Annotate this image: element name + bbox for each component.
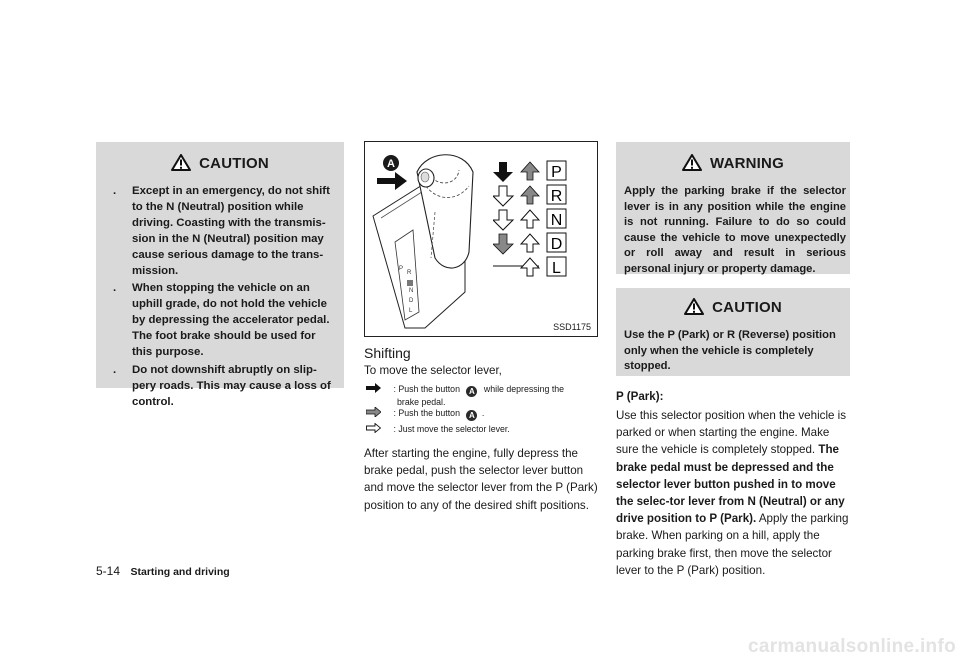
caution-box-right: [616, 288, 850, 376]
callout-a-icon: A: [466, 410, 477, 421]
page-footer: [96, 562, 230, 580]
caution-header: [96, 154, 344, 172]
shift-diagram-figure: [364, 141, 598, 337]
svg-text:A: A: [387, 158, 395, 170]
outline-up-arrow-icon: [521, 258, 539, 276]
park-heading: P (Park):: [616, 390, 664, 403]
solid-down-arrow-icon: [493, 162, 513, 182]
page-number: 5-14: [96, 564, 121, 578]
svg-text:R: R: [550, 188, 563, 205]
hatched-down-arrow-icon: [493, 234, 513, 254]
shifting-intro: To move the selector lever,: [364, 364, 502, 377]
svg-text:N: N: [550, 212, 563, 229]
caution-box-left: [96, 142, 344, 408]
solid-arrow-icon: [366, 383, 381, 393]
warning-text: Apply the parking brake if the selector lever is in any position while the engine is not running. Failure to do so could cause the vehicle to move unexpectedly or roll away and result in serious personal injury or property damage.: [624, 185, 846, 275]
park-paragraph: Use this selector position when the vehicle is parked or when starting the engine. Make sure the vehicle is completely stopped. The brake pedal must be depressed and the selector lever button pushed in to move the selec-tor lever from N (Neutral) or any drive position to P (Park). Apply the parking brake. When parking on a hill, apply the parking brake first, then move the selector lever to the P (Park) position.: [616, 409, 849, 577]
legend-row-outline: : Just move the selector lever.: [366, 423, 510, 435]
shifting-paragraph: After starting the engine, fully depress the brake pedal, push the selector lever button and move the selector lever from the P (Park) position to any of the desired shift positions.: [364, 447, 598, 512]
warning-triangle-icon: [684, 298, 704, 315]
warning-header: [616, 154, 850, 172]
svg-text:D: D: [409, 298, 414, 304]
legend-row-solid: : Push the button A while depressing the brake pedal.: [366, 383, 598, 408]
section-title: Starting and driving: [130, 566, 230, 578]
list-item: . Except in an emergency, do not shift to the N (Neutral) position while driving. Coasting with the transmis-sion in the N (Neutral) position may cause serious damage to the trans-mission.: [113, 185, 330, 277]
callout-a-icon: [383, 155, 399, 171]
hatched-arrow-icon: [366, 407, 381, 417]
outline-up-arrow-icon: [521, 210, 539, 228]
warning-box: [616, 142, 850, 274]
svg-text:L: L: [552, 260, 561, 277]
hatched-up-arrow-icon: [521, 162, 539, 180]
outline-down-arrow-icon: [493, 186, 513, 206]
svg-text:L: L: [409, 308, 413, 314]
svg-text:P: P: [399, 266, 404, 272]
callout-a-icon: A: [466, 386, 477, 397]
figure-code: SSD1175: [553, 322, 591, 332]
outline-up-arrow-icon: [521, 234, 539, 252]
button-pointer-icon: [377, 172, 407, 190]
warning-triangle-icon: [682, 154, 702, 171]
watermark: carmanualsonline.info: [748, 636, 956, 657]
warning-title: WARNING: [710, 155, 784, 172]
svg-text:R: R: [407, 270, 412, 276]
caution-text: Use the P (Park) or R (Reverse) position only when the vehicle is completely stopped.: [624, 329, 836, 373]
caution-list: [112, 184, 336, 413]
shifting-legend: [366, 383, 598, 439]
list-item: . Do not downshift abruptly on slip-pery roads. This may cause a loss of control.: [113, 363, 331, 408]
outline-down-arrow-icon: [493, 210, 513, 230]
caution-title: CAUTION: [199, 155, 269, 172]
warning-triangle-icon: [171, 154, 191, 171]
caution-header: [616, 298, 850, 316]
caution-title: CAUTION: [712, 299, 782, 316]
svg-text:P: P: [551, 164, 562, 181]
svg-text:N: N: [409, 288, 414, 294]
svg-text:D: D: [550, 236, 563, 253]
list-item: . When stopping the vehicle on an uphill grade, do not hold the vehicle by depressing the accelerator pedal. The foot brake should be used for this purpose.: [113, 282, 330, 359]
hatched-up-arrow-icon: [521, 186, 539, 204]
shifting-heading: Shifting: [364, 345, 411, 361]
legend-row-hatched: : Push the button A .: [366, 407, 484, 421]
shift-arrow-chart: [493, 160, 593, 280]
outline-arrow-icon: [366, 423, 381, 433]
